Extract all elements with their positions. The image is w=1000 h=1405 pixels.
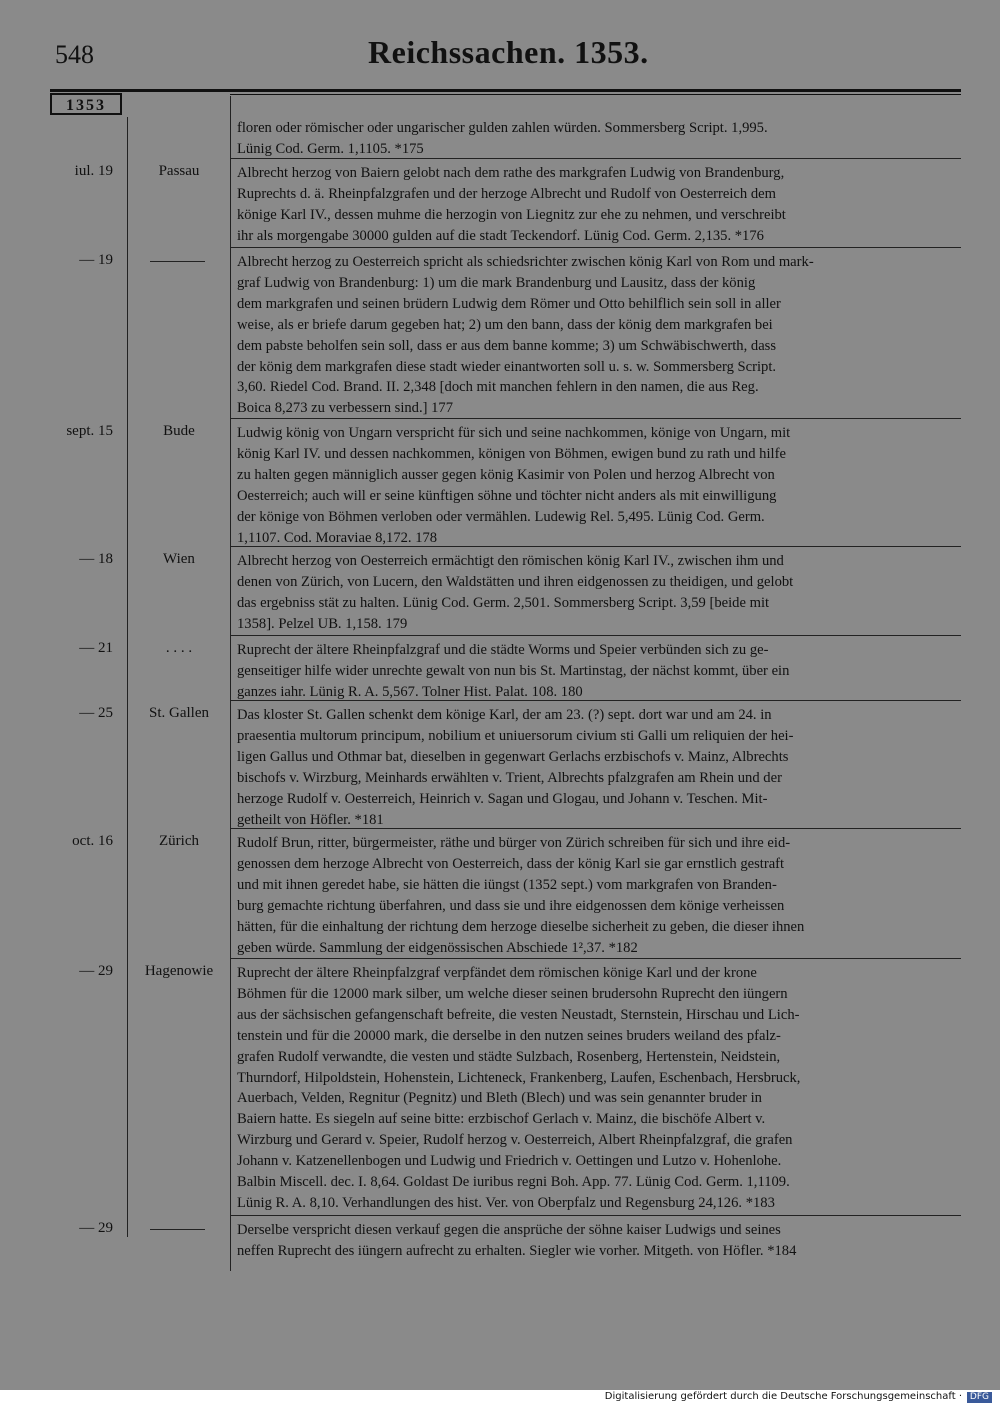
entry-separator [230,546,961,547]
entry-line: Baiern hatte. Es siegeln auf seine bitte: erzbischof Gerlach v. Mainz, die bischöfe Albert v. [237,1111,766,1128]
header-rule-thin [230,94,961,95]
entry-separator [230,1215,961,1216]
entry-line: Lünig Cod. Germ. 1,1105. *175 [237,140,424,157]
entry-place: Wien [163,551,195,567]
entry-line: Albrecht herzog von Oesterreich ermächtigt den römischen könig Karl IV., zwischen ihm und [237,553,784,569]
entry-line: 1,1107. Cod. Moraviae 8,172. 178 [237,529,438,546]
entry-line: burg gemachte richtung überfahren, und dass sie und ihre eidgenossen dem könige verheissen [237,897,785,914]
entry-line: das ergebniss stät zu halten. Lünig Cod. Germ. 2,501. Sommersberg Script. 3,59 [beide mit [237,594,770,611]
entry-line: dem pabste beholfen sein soll, dass er aus dem banne komme; 3) um Schwäbischwerth, dass [237,337,777,354]
entry-line: Derselbe verspricht diesen verkauf gegen die ansprüche der söhne kaiser Ludwigs und seines [237,1222,781,1238]
entry-line: Johann v. Katzenellenbogen und Ludwig und Friedrich v. Oettingen und Lutzo v. Hohenlohe. [237,1153,782,1170]
entry-date: — 19 [79,252,113,268]
entry-line: getheilt von Höfler. *181 [237,811,384,828]
entry-text [237,833,961,958]
entry-line: 1358]. Pelzel UB. 1,158. 179 [237,615,408,632]
entry-line: graf Ludwig von Brandenburg: 1) um die mark Brandenburg und Lausitz, dass der könig [237,274,756,291]
entry-date: — 25 [79,705,113,721]
entry-place: St. Gallen [149,705,209,721]
entry-text [237,118,961,160]
entry-line: Balbin Miscell. dec. I. 8,64. Goldast De iuribus regni Boh. App. 77. Lünig Cod. Germ. 1,1109. [237,1174,790,1191]
entry-text [237,705,961,830]
entry-line: dem markgrafen und seinen brüdern Ludwig dem Römer und Otto behilflich sein soll in aller [237,295,781,312]
entry-place: Bude [163,423,195,439]
entry-date: — 18 [79,551,113,567]
entry-line: Lünig R. A. 8,10. Verhandlungen des hist. Ver. von Oberpfalz und Regensburg 24,126. *183 [237,1194,775,1211]
entry-line: genseitiger hilfe wider unrechte gewalt von nun bis St. Martinstag, der nächst kommt, über ein [237,662,790,679]
entry-date: — 29 [79,963,113,979]
entry-line: 3,60. Riedel Cod. Brand. II. 2,348 [doch mit manchen fehlern in den namen, die aus Reg. [237,379,759,396]
entry-line: Ruprecht der ältere Rheinpfalzgraf verpfändet dem römischen könige Karl und der krone [237,965,757,981]
entry-line: Rudolf Brun, ritter, bürgermeister, räthe und bürger von Zürich schreiben für sich und ihre eid- [237,835,791,851]
entry-text [237,551,961,635]
year-box: 1353 [50,93,122,115]
entry-text [237,963,961,1214]
footer-credit: Digitalisierung gefördert durch die Deutsche Forschungsgemeinschaft · [604,1391,962,1402]
entry-separator [230,700,961,701]
entry-line: Oesterreich; auch will er seine künftigen söhne und töchter nicht anders als mit einwilligung [237,487,777,504]
entry-date: — 21 [79,640,113,656]
entry-line: denen von Zürich, von Lucern, den Waldstätten und ihren eidgenossen zu theidigen, und gelobt [237,573,794,590]
entry-text [237,640,961,703]
entry-place: Zürich [159,833,199,849]
entry-line: aus der sächsischen gefangenschaft befreite, die vesten Neustadt, Sternstein, Hirschau und Lich- [237,1006,800,1023]
entry-text [237,423,961,548]
entry-line: Böhmen für die 12000 mark silber, um welche dieser seinen brudersohn Ruprecht den iüngern [237,985,788,1002]
entry-text [237,163,961,247]
entry-line: Ludwig könig von Ungarn verspricht für sich und seine nachkommen, könige von Ungarn, mit [237,425,791,441]
entry-line: neffen Ruprecht des iüngern aufrecht zu erhalten. Siegler wie vorher. Mitgeth. von Höfler. *184 [237,1242,797,1259]
entry-place: Hagenowie [144,963,214,979]
entry-line: Auerbach, Velden, Regnitur (Pegnitz) und Bleth (Blech) und was sein genannter bruder in [237,1090,762,1107]
entry-line: herzoge Rudolf v. Oesterreich, Heinrich v. Sagan und Glogau, und Johann v. Teschen. Mit- [237,790,768,807]
entry-date: — 29 [79,1220,113,1236]
entry-separator [230,158,961,159]
entry-line: Ruprecht der ältere Rheinpfalzgraf und die städte Worms und Speier verbünden sich zu ge- [237,642,769,658]
page-number: 548 [55,40,94,69]
entry-line: genossen dem herzoge Albrecht von Oesterreich, dass der könig Karl sie gar ernstlich gestraft [237,855,785,872]
dfg-logo: DFG [967,1392,992,1403]
entry-line: und mit ihnen geredet habe, sie hätten die iüngst (1352 sept.) vom markgrafen von Branden- [237,876,777,893]
entry-separator [230,958,961,959]
entry-text [237,252,961,419]
entry-line: Ruprechts d. ä. Rheinpfalzgrafen und der herzoge Albrecht und Rudolf von Oesterreich dem [237,185,776,202]
entry-line: Das kloster St. Gallen schenkt dem könige Karl, der am 23. (?) sept. dort war und am 24. in [237,707,772,723]
entry-line: zu halten gegen männiglich ausser gegen könig Kasimir von Polen und herzog Albrecht von [237,466,775,483]
entry-line: floren oder römischer oder ungarischer gulden zahlen würden. Sommersberg Script. 1,995. [237,120,768,136]
entry-line: könige Karl IV., dessen muhme die herzogin von Liegnitz zur ehe zu nehmen, und verschreibt [237,206,786,223]
entry-line: ihr als morgengabe 30000 gulden auf die stadt Teckendorf. Lünig Cod. Germ. 2,135. *176 [237,227,764,244]
entry-line: Thurndorf, Hilpoldstein, Hohenstein, Lichteneck, Frankenberg, Laufen, Eschenbach, Hersbruck, [237,1069,801,1086]
entry-line: ganzes iahr. Lünig R. A. 5,567. Tolner Hist. Palat. 108. 180 [237,683,583,700]
entry-date: iul. 19 [74,163,113,179]
entry-line: praesentia multorum principum, nobilium et uniuersorum civium sti Galli um reliquien der hei- [237,727,794,744]
entry-separator [230,418,961,419]
entry-separator [230,247,961,248]
entry-line: Boica 8,273 zu verbessern sind.] 177 [237,400,454,417]
place-ditto-dash [150,1229,205,1230]
entry-line: ligen Gallus und Othmar bat, dieselben in gegenwart Gerlachs erzbischofs v. Mainz, Albrechts [237,748,789,765]
entry-line: Albrecht herzog von Baiern gelobt nach dem rathe des markgrafen Ludwig von Brandenburg, [237,165,785,181]
entry-separator [230,828,961,829]
entry-line: Albrecht herzog zu Oesterreich spricht als schiedsrichter zwischen könig Karl von Rom und mark- [237,254,814,270]
entry-line: hätten, für die einhaltung der richtung dem herzoge dieselbe sicherheit zu geben, die dieser ihnen [237,918,805,935]
entry-line: weise, als er briefe darum gegeben hat; 2) um den bann, dass der könig dem markgrafen bei [237,316,773,333]
entry-line: der könige von Böhmen verloben oder vermählen. Ludewig Rel. 5,495. Lünig Cod. Germ. [237,508,765,525]
column-divider-date [127,117,128,1237]
entry-line: grafen Rudolf verwandte, die vesten und städte Sulzbach, Rosenberg, Hertenstein, Neidstein, [237,1048,781,1065]
page-title: Reichssachen. 1353. [368,34,649,70]
entry-line: bischofs v. Wirzburg, Meinhards erwählten v. Trient, Albrechts pfalzgrafen am Rhein und der [237,769,782,786]
entry-line: könig Karl IV. und dessen nachkommen, königen von Böhmen, ewigen bund zu rath und hilfe [237,445,786,462]
column-divider-place [230,96,231,1271]
entry-line: Wirzburg und Gerard v. Speier, Rudolf herzog v. Oesterreich, Albert Rheinpfalzgraf, die grafen [237,1132,793,1149]
header-rule [50,89,961,92]
entry-place: Passau [158,163,200,179]
entry-date: oct. 16 [72,833,113,849]
entry-text [237,1220,961,1262]
place-ditto-dash [150,261,205,262]
entry-date: sept. 15 [66,423,113,439]
entry-place: . . . . [165,640,193,656]
entry-line: tenstein und für die 20000 mark, die derselbe in den nutzen seines bruders weiland des pfalz- [237,1027,781,1044]
entry-separator [230,635,961,636]
entry-line: der könig dem markgrafen diese stadt wieder einantworten soll u. s. w. Sommersberg Script. [237,358,777,375]
entry-line: geben würde. Sammlung der eidgenössischen Abschiede 1²,37. *182 [237,939,638,956]
